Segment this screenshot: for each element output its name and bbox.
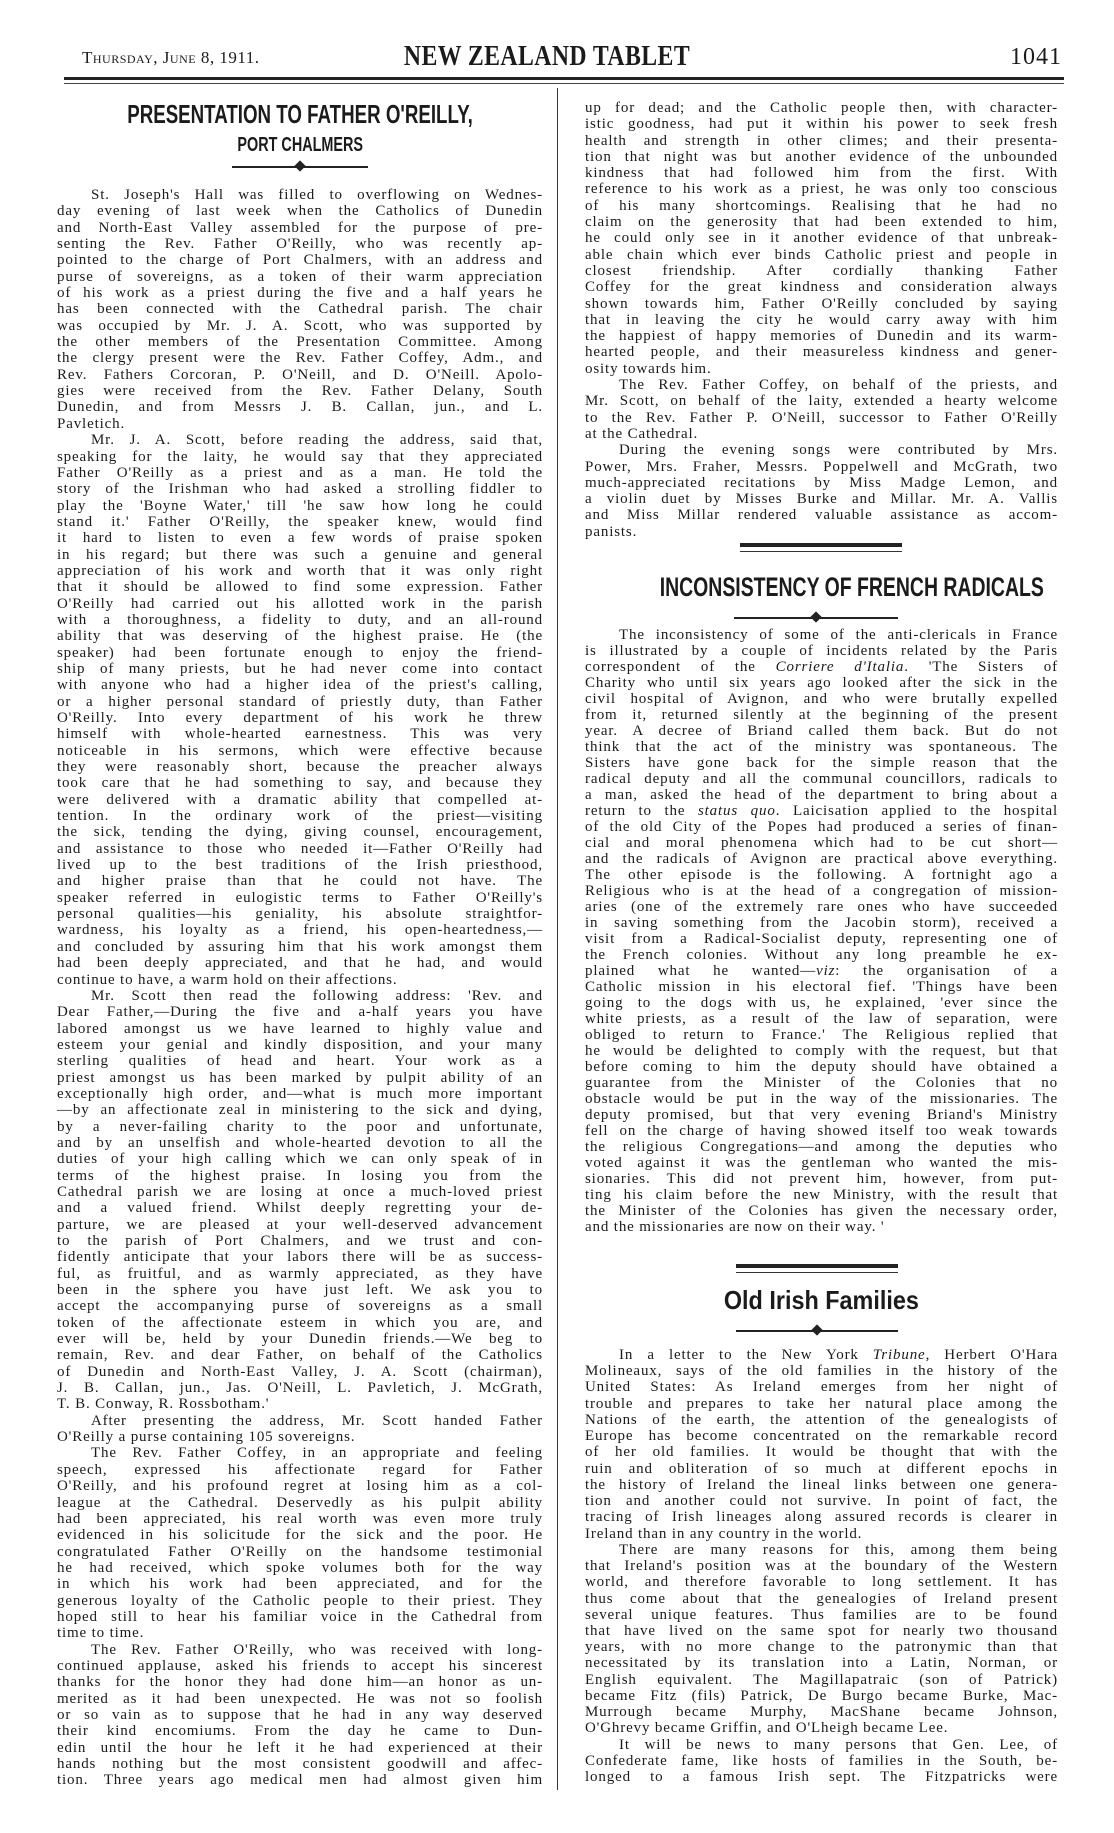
text-line: shown towards him, Father O'Reilly concluded by saying xyxy=(585,295,1058,312)
text-line: O'Reilly. Into every department of his work he threw xyxy=(57,710,543,726)
text-line: duties of your high calling which we can only speak of in xyxy=(57,1151,543,1168)
text-line: There are many reasons for this, among them being xyxy=(619,1541,1058,1558)
text-line: fell on the charge of having showed itself too weak towards xyxy=(585,1123,1058,1139)
text-line: and the missionaries are now on their way. ' xyxy=(585,1219,885,1235)
paragraph xyxy=(585,100,1058,377)
text-line: tion and another could not survive. In point of fact, the xyxy=(585,1493,1058,1510)
text-line: the religious Congregations—and among the deputies who xyxy=(585,1139,1058,1155)
page-number: 1041 xyxy=(1010,44,1062,70)
text-line xyxy=(585,803,1058,819)
text-line: of Dunedin and North-East Valley, J. A. Scott (chairman), xyxy=(57,1363,543,1380)
text-line: several unique features. Thus families are to be found xyxy=(585,1606,1058,1623)
text-line: trouble and prepares to take her natural place among the xyxy=(585,1395,1058,1412)
text-line: day evening of last week when the Catholics of Dunedin xyxy=(57,203,543,220)
text-line: thanks for the honor they had done him—an honor as un- xyxy=(57,1674,543,1691)
text-line: O'Reilly had carried out his allotted work in the parish xyxy=(57,595,543,612)
text-line: priest amongst us has been marked by pulpit ability of an xyxy=(57,1069,543,1086)
text-line: a violin duet by Misses Burke and Millar. Mr. A. Vallis xyxy=(585,491,1058,508)
paragraph xyxy=(57,1642,543,1789)
text-line: Cathedral parish we are losing at once a much-loved priest xyxy=(57,1183,543,1200)
masthead-rule-thin xyxy=(64,83,1064,84)
text-line: the other members of the Presentation Committee. Among xyxy=(57,334,543,351)
text-line: kindness that had followed him from the first. With xyxy=(585,165,1058,182)
text-line: or so vain as to suppose that he had in any way deserved xyxy=(57,1706,543,1723)
text-line: from it, returned silently at the beginning of the present xyxy=(585,707,1058,723)
text-line: up for dead; and the Catholic people then, with character- xyxy=(585,100,1058,116)
text-line: reference to his work as a priest, he was only too conscious xyxy=(585,181,1058,198)
column-divider xyxy=(557,88,558,1790)
article-body-presentation xyxy=(57,187,543,1789)
paragraph xyxy=(57,432,543,988)
text-line: Catholic mission in his electoral fief. 'Things have been xyxy=(585,979,1058,995)
text-line: much-appreciated recitations by Miss Madge Lemon, and xyxy=(585,474,1058,491)
text-line: year. A decree of Briand called them back. But do not xyxy=(585,723,1058,739)
text-line: that it should be allowed to find some expression. Father xyxy=(57,579,543,596)
text-line: merited as it had been unexpected. He was not so foolish xyxy=(57,1690,543,1707)
text-line: J. B. Callan, jun., Jas. O'Neill, L. Pavletich, J. McGrath, xyxy=(57,1380,543,1397)
text-line: claim on the generosity that had been extended to him, xyxy=(585,214,1058,231)
text-line: accept the accompanying purse of sovereigns as a small xyxy=(57,1298,543,1315)
text-line: the history of Ireland the lineal links between one genera- xyxy=(585,1476,1058,1493)
text-line: generous loyalty of the Catholic people to their priest. They xyxy=(57,1592,543,1609)
paragraph xyxy=(585,377,1058,442)
italic-phrase: viz xyxy=(816,963,836,979)
text-line: by a never-failing charity to the poor and unfortunate, xyxy=(57,1118,543,1135)
text-line: he could only see in it another evidence of that unbreak- xyxy=(585,230,1058,247)
text-line: The inconsistency of some of the anti-clericals in France xyxy=(619,627,1058,643)
diamond-rule-ornament-icon xyxy=(734,613,898,622)
text-line: edin until the hour he left it he had experienced at their xyxy=(57,1739,543,1756)
paragraph xyxy=(585,627,1058,1235)
text-line: civil hospital of Avignon, and who were brutally expelled xyxy=(585,691,1058,707)
text-line: Confederate fame, like hosts of families in the South, be- xyxy=(585,1752,1058,1769)
text-line: O'Ghrevy became Griffin, and O'Lheigh became Lee. xyxy=(585,1720,949,1737)
text-line: appreciation of his work and worth that it was only right xyxy=(57,562,543,579)
article-subtitle xyxy=(57,134,543,157)
text-line: is illustrated by a couple of incidents related by the Paris xyxy=(585,643,1058,659)
text-line: speech, expressed his affectionate regard for Father xyxy=(57,1461,543,1478)
text-line: the sick, tending the dying, giving counsel, encouragement, xyxy=(57,824,543,841)
article-title-presentation xyxy=(57,99,543,130)
text-line: and the radicals of Avignon are practical above everything. xyxy=(585,851,1058,867)
text-line: that in leaving the city he would carry away with him xyxy=(585,311,1058,328)
text-line: thus come about that the genealogies of Ireland present xyxy=(585,1590,1058,1607)
text-line: sionaries. This did not prevent him, however, from put- xyxy=(585,1171,1058,1187)
newspaper-title: NEW ZEALAND TABLET xyxy=(403,40,691,72)
text-line: obliged to return to France.' The Religious replied that xyxy=(585,1027,1058,1043)
text-line: with a thoroughness, a fidelity to duty, and an all-round xyxy=(57,611,543,628)
text-line: continue to have, a warm hold on their affections. xyxy=(57,971,398,988)
text-line: token of the affectionate esteem in which you are, and xyxy=(57,1314,543,1331)
text-line: Power, Mrs. Fraher, Messrs. Poppelwell and McGrath, two xyxy=(585,458,1058,475)
text-line: lived up to the best traditions of the Irish priesthood, xyxy=(57,857,543,874)
text-line: league at the Cathedral. Deservedly as his pulpit ability xyxy=(57,1494,543,1511)
section-double-rule xyxy=(740,543,902,555)
text-line: tion. Three years ago medical men had almost given him xyxy=(57,1772,543,1789)
text-line: St. Joseph's Hall was filled to overflowing on Wednes- xyxy=(91,187,543,203)
text-line: hearted people, and their measureless kindness and gener- xyxy=(585,344,1058,361)
text-line: necessitated by its translation into a Latin, Norman, or xyxy=(585,1655,1058,1672)
text-line: he had received, which spoke volumes both for the way xyxy=(57,1559,543,1576)
text-line: Dunedin, and from Messrs J. B. Callan, jun., and L. xyxy=(57,399,543,416)
text-line: sterling qualities of head and heart. Your work as a xyxy=(57,1053,543,1070)
text-line: the French colonies. Without any long preamble he ex- xyxy=(585,947,1058,963)
text-line: Pavletich. xyxy=(57,415,126,432)
text-line: think that the act of the ministry was spontaneous. The xyxy=(585,739,1058,755)
text-segment: In a letter to the New York xyxy=(619,1347,873,1363)
article-subtitle-text: PORT CHALMERS xyxy=(237,134,363,156)
text-line: personal qualities—his geniality, his absolute straightfor- xyxy=(57,906,543,923)
text-line: speaker) had been fortunate enough to enjoy the friend- xyxy=(57,644,543,661)
text-line: radical deputy and all the communal councillors, radicals to xyxy=(585,771,1058,787)
issue-date: Thursday, June 8, 1911. xyxy=(82,48,260,67)
text-line: the clergy present were the Rev. Father Coffey, Adm., and xyxy=(57,350,543,367)
text-line: Father O'Reilly as a priest and as a man. He told the xyxy=(57,464,543,481)
text-line: were delivered with a dramatic ability that compelled at- xyxy=(57,791,543,808)
text-line: remain, Rev. and dear Father, on behalf of the Catholics xyxy=(57,1347,543,1364)
diamond-rule-ornament-icon xyxy=(232,162,368,171)
text-line: they were reasonably short, because the preacher always xyxy=(57,759,543,776)
text-line: senting the Rev. Father O'Reilly, who was recently ap- xyxy=(57,236,543,253)
text-line: O'Reilly, and his profound regret at losing him as a col- xyxy=(57,1478,543,1495)
text-line: the Minister of the Colonies has given the necessary order, xyxy=(585,1203,1058,1219)
text-line: has been connected with the Cathedral parish. The chair xyxy=(57,301,543,318)
text-line: Ireland than in any country in the world. xyxy=(585,1525,863,1542)
text-line: The other episode is the following. A fortnight ago a xyxy=(585,867,1058,883)
article-body-old-irish-families xyxy=(585,1347,1058,1785)
text-line: Coffey for the great kindness and consideration always xyxy=(585,279,1058,296)
text-line: exceptionally high order, and—what is much more important xyxy=(57,1085,543,1102)
text-line xyxy=(585,963,1058,979)
text-line: white priests, as a result of the law of separation, were xyxy=(585,1011,1058,1027)
italic-phrase: Tribune xyxy=(872,1347,926,1363)
italic-phrase: Corriere d'Italia xyxy=(775,659,905,675)
text-line: istic goodness, had put it within his power to seek fresh xyxy=(585,116,1058,133)
text-line: and by an unselfish and whole-hearted devotion to all the xyxy=(57,1134,543,1151)
text-line: During the evening songs were contributed by Mrs. xyxy=(619,442,1058,459)
text-line: The Rev. Father Coffey, on behalf of the priests, and xyxy=(619,377,1058,394)
text-line: that Ireland's position was at the boundary of the Western xyxy=(585,1558,1058,1575)
text-line: Mr. J. A. Scott, before reading the address, said that, xyxy=(91,432,543,449)
text-line: of his work as a priest during the five and a half years he xyxy=(57,285,543,302)
text-line: —by an affectionate zeal in ministering to the sick and dying, xyxy=(57,1102,543,1119)
text-line: himself with whole-hearted earnestness. This was very xyxy=(57,726,543,743)
text-line: Europe has become concentrated on the remarkable record xyxy=(585,1428,1058,1445)
text-line: ever will be, held by your Dunedin friends.—We beg to xyxy=(57,1331,543,1348)
text-line: voted against it was the gentleman who wanted the mis- xyxy=(585,1155,1058,1171)
paragraph xyxy=(585,1347,1058,1542)
text-line: panists. xyxy=(585,523,638,540)
text-line: longed to a famous Irish sept. The Fitzpatricks were xyxy=(585,1769,1058,1786)
text-line: hoped still to hear his familiar voice in the Cathedral from xyxy=(57,1608,543,1625)
text-line: ability that was deserving of the highest praise. He (the xyxy=(57,628,543,645)
text-line: ruin and obliteration of so much at different epochs in xyxy=(585,1460,1058,1477)
text-line: labored amongst us we have learned to highly value and xyxy=(57,1020,543,1037)
text-line: Rev. Fathers Corcoran, P. O'Neill, and D. O'Neill. Apolo- xyxy=(57,366,543,383)
text-line: and assistance to those who needed it—Father O'Reilly had xyxy=(57,840,543,857)
text-line: speaker referred in eulogistic terms to Father O'Reilly's xyxy=(57,889,543,906)
text-line: The Rev. Father O'Reilly, who was received with long- xyxy=(91,1641,543,1658)
text-line: Mr. Scott, on behalf of the laity, extended a hearty welcome xyxy=(585,393,1058,410)
text-line: of his many shortcomings. Realising that he had no xyxy=(585,197,1058,214)
text-line: Nations of the earth, the attention of the genealogists of xyxy=(585,1411,1058,1428)
text-line: terms of the highest praise. In losing you from the xyxy=(57,1167,543,1184)
text-line: The Rev. Father Coffey, in an appropriate and feeling xyxy=(91,1445,543,1462)
paragraph xyxy=(57,988,543,1413)
text-line: tracing of Irish lineages along assured records is clearer in xyxy=(585,1509,1058,1526)
text-line: guarantee from the Minister of the Colonies that no xyxy=(585,1075,1058,1091)
text-line: United States: As Ireland emerges from her night of xyxy=(585,1379,1058,1396)
italic-phrase: status quo xyxy=(697,803,776,819)
text-line: deputy promised, but that very evening Briand's Ministry xyxy=(585,1107,1058,1123)
text-line: osity towards him. xyxy=(585,360,712,377)
text-line: story of the Irishman who had asked a strolling fiddler to xyxy=(57,481,543,498)
text-line: in saving something from the Jacobin storm), received a xyxy=(585,915,1058,931)
masthead-rule xyxy=(64,77,1064,80)
text-line: After presenting the address, Mr. Scott handed Father xyxy=(91,1412,543,1429)
text-line: in his regard; but there was such a genuine and general xyxy=(57,546,543,563)
article-title-text: INCONSISTENCY OF FRENCH RADICALS xyxy=(659,572,1044,602)
text-segment: return to the xyxy=(585,803,698,819)
text-line: to the parish of Port Chalmers, and we trust and con- xyxy=(57,1233,543,1249)
text-line: fidently anticipate that your labors there will be as success- xyxy=(57,1249,543,1266)
text-line: at the Cathedral. xyxy=(585,425,699,442)
text-segment: , Herbert O'Hara xyxy=(925,1347,1058,1363)
text-segment: . Laicisation applied to the hospital xyxy=(775,803,1058,819)
text-line: it hard to listen to even a few words of praise spoken xyxy=(57,530,543,547)
text-line: to the Rev. Father P. O'Neill, successor to Father O'Reilly xyxy=(585,409,1058,426)
text-line: continued applause, asked his friends to accept his sincerest xyxy=(57,1657,543,1674)
text-line: Charity who until six years ago looked after the sick in the xyxy=(585,675,1058,691)
text-line: obstacle would be put in the way of the missionaries. The xyxy=(585,1091,1058,1107)
text-line: stand it.' Father O'Reilly, the speaker knew, would find xyxy=(57,513,543,530)
text-line xyxy=(585,1347,1058,1363)
text-line: and North-East Valley assembled for the purpose of pre- xyxy=(57,219,543,236)
text-line: English equivalent. The Magillapatraic (son of Patrick) xyxy=(585,1671,1058,1688)
text-line: hands nothing but the most consistent goodwill and affec- xyxy=(57,1756,543,1772)
text-line: visit from a Radical-Socialist deputy, representing one of xyxy=(585,931,1058,947)
text-line: before coming to him the deputy should have obtained a xyxy=(585,1059,1058,1075)
article-title-old-irish-families xyxy=(585,1285,1058,1316)
text-line: Mr. Scott then read the following address: 'Rev. and xyxy=(91,987,543,1004)
paragraph xyxy=(585,1542,1058,1737)
text-line: was occupied by Mr. J. A. Scott, who was supported by xyxy=(57,317,543,334)
text-line: going to the dogs with us, he explained, 'ever since the xyxy=(585,995,1058,1011)
text-line: closest friendship. After cordially thanking Father xyxy=(585,262,1058,279)
article-title-french-radicals xyxy=(585,572,1058,603)
text-line: of her old families. It would be thought that with the xyxy=(585,1444,1058,1461)
text-line: and Miss Millar rendered valuable assistance as accom- xyxy=(585,507,1058,524)
text-line: It will be news to many persons that Gen. Lee, of xyxy=(619,1736,1058,1753)
text-line: Murrough became Murphy, MacShane became Johnson, xyxy=(585,1704,1058,1721)
text-line: world, and therefore favorable to long settlement. It has xyxy=(585,1574,1058,1591)
text-line: the happiest of happy memories of Dunedin and its warm- xyxy=(585,328,1058,345)
section-double-rule xyxy=(736,1264,898,1276)
text-line: gies were received from the Rev. Father Delany, South xyxy=(57,383,543,400)
text-line: tention. In the ordinary work of the priest—visiting xyxy=(57,808,543,825)
text-line: ful, as fruitful, and as warmly appreciated, as they have xyxy=(57,1265,543,1282)
text-line: a man, asked the head of the department to bring about a xyxy=(585,787,1058,803)
diamond-rule-ornament-icon xyxy=(736,1326,898,1335)
text-segment: . 'The Sisters of xyxy=(904,659,1058,675)
paragraph xyxy=(57,1445,543,1641)
text-line: ting his claim before the new Ministry, with the result that xyxy=(585,1187,1058,1203)
text-line: able chain which ever binds Catholic priest and people in xyxy=(585,246,1058,263)
text-line: years, with no more change to the patronymic than that xyxy=(585,1639,1058,1656)
article-body-french-radicals xyxy=(585,627,1058,1235)
paragraph xyxy=(57,187,543,432)
text-line: in which his work had been appreciated, and for the xyxy=(57,1576,543,1593)
text-line: tion that night was but another evidence of the unbounded xyxy=(585,148,1058,165)
text-line: Molineaux, says of the old families in the history of the xyxy=(585,1363,1058,1380)
text-line: Sisters have gone back for the simple reason that the xyxy=(585,755,1058,771)
text-line: aries (one of the extremely rare ones who have succeeded xyxy=(585,899,1058,915)
text-line: had been deeply appreciated, and that he had, and would xyxy=(57,955,543,972)
text-line: wardness, his loyalty as a friend, his open-heartedness,— xyxy=(57,922,543,939)
text-line: their kind encomiums. From the day he came to Dun- xyxy=(57,1723,543,1740)
text-segment: correspondent of the xyxy=(585,659,776,675)
article-body-presentation-continued xyxy=(585,100,1058,540)
paragraph xyxy=(585,1737,1058,1786)
text-line: congratulated Father O'Reilly on the handsome testimonial xyxy=(57,1543,543,1560)
text-line: that have lived on the same spot for nearly two thousand xyxy=(585,1622,1058,1639)
text-segment: plained what he wanted— xyxy=(585,963,817,979)
text-line: parture, we are pleased at your well-deserved advancement xyxy=(57,1216,543,1233)
text-line: been in the sphere you have just left. We ask you to xyxy=(57,1282,543,1299)
text-line: and concluded by assuring him that his work amongst them xyxy=(57,938,543,955)
paragraph xyxy=(585,442,1058,540)
paragraph xyxy=(57,1413,543,1446)
text-line: with anyone who had a higher idea of the priest's calling, xyxy=(57,677,543,694)
text-line: and a valued friend. Whilst deeply regretting your de- xyxy=(57,1200,543,1217)
text-line: esteem your genial and kindly disposition, and your many xyxy=(57,1036,543,1053)
text-line: or a higher personal standard of priestly duty, than Father xyxy=(57,693,543,710)
text-line: ship of many priests, but he had never come into contact xyxy=(57,660,543,677)
text-line: play the 'Boyne Water,' till 'he saw how long he could xyxy=(57,497,543,514)
article-title-text: Old Irish Families xyxy=(723,1285,920,1315)
text-line: speaking for the laity, he would say that they appreciated xyxy=(57,448,543,465)
text-line: and higher praise than that he could not have. The xyxy=(57,873,543,890)
text-line: pointed to the charge of Port Chalmers, with an address and xyxy=(57,252,543,269)
text-line: became Fitz (fils) Patrick, De Burgo became Burke, Mac- xyxy=(585,1687,1058,1704)
text-line: took care that he had something to say, and because they xyxy=(57,775,543,792)
text-line: time to time. xyxy=(57,1625,145,1642)
text-line: he would be delighted to comply with the request, but that xyxy=(585,1043,1058,1059)
text-line: had been appreciated, his real worth was even more truly xyxy=(57,1510,543,1527)
text-line: health and strength in other climes; and their presenta- xyxy=(585,132,1058,149)
text-line xyxy=(585,659,1058,675)
text-line: O'Reilly a purse containing 105 sovereigns. xyxy=(57,1429,356,1446)
text-line: noticeable in his sermons, which were effective because xyxy=(57,742,543,759)
text-line: Religious who is at the head of a congregation of mission- xyxy=(585,883,1058,899)
text-segment: : the organisation of a xyxy=(835,963,1058,979)
text-line: Dear Father,—During the five and a-half years you have xyxy=(57,1004,543,1021)
text-line: purse of sovereigns, as a token of their warm appreciation xyxy=(57,268,543,285)
text-line: of the old City of the Popes had produced a series of finan- xyxy=(585,819,1058,835)
text-line: evidenced in his solicitude for the sick and the poor. He xyxy=(57,1527,543,1544)
text-line: cial and moral phenomena which had to be cut short— xyxy=(585,835,1058,851)
article-title-text: PRESENTATION TO FATHER O'REILLY, xyxy=(127,99,473,129)
text-line: T. B. Conway, R. Rossbotham.' xyxy=(57,1396,270,1413)
